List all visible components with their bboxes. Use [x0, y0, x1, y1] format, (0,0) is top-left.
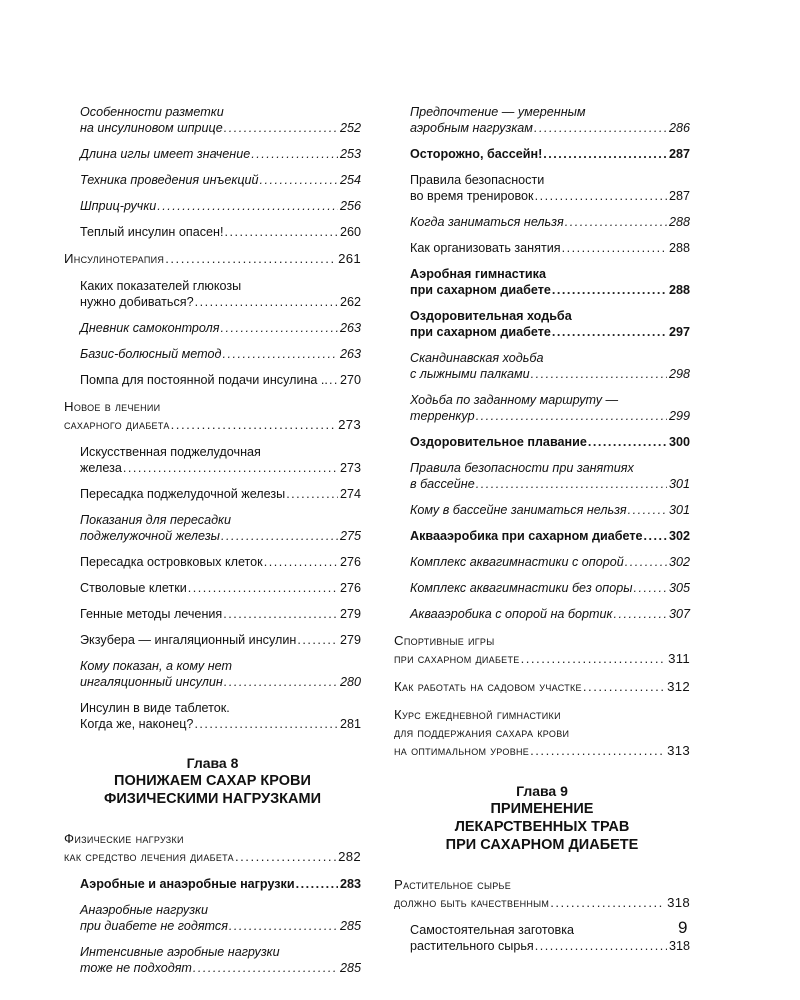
entry-line: [80, 944, 361, 960]
entry-line: [410, 350, 690, 366]
dot-leader: [260, 172, 338, 188]
entry-line: [410, 392, 690, 408]
entry-page-number: 285: [339, 919, 361, 933]
entry-page-number: 262: [339, 295, 361, 309]
entry-title: при диабете не годятся: [80, 919, 228, 933]
entry-line: [80, 700, 361, 716]
entry-last-line: [80, 224, 361, 240]
entry-page-number: 318: [668, 939, 690, 953]
toc-section: [64, 398, 361, 434]
entry-page-number: 305: [668, 581, 690, 595]
entry-title: Пересадка островковых клеток: [80, 555, 263, 569]
entry-title: на инсулиновом шприце: [80, 121, 223, 135]
dot-leader: [625, 554, 667, 570]
entry-last-line: [80, 960, 361, 976]
entry-line: [410, 104, 690, 120]
entry-page-number: 263: [339, 347, 361, 361]
entry-title: с лыжными палками: [410, 367, 530, 381]
entry-title: Анаэробные нагрузки: [80, 903, 209, 917]
entry-title: Искусственная поджелудочная: [80, 445, 261, 459]
entry-page-number: 274: [339, 487, 361, 501]
entry-line: [64, 830, 361, 848]
chapter-heading: [394, 782, 690, 854]
entry-title: Интенсивные аэробные нагрузки: [80, 945, 280, 959]
entry-last-line: [80, 486, 361, 502]
entry-title: Самостоятельная заготовка: [410, 923, 574, 937]
toc-right-column: [394, 104, 690, 964]
entry-page-number: 300: [668, 435, 690, 449]
entry-title: Пересадка поджелудочной железы: [80, 487, 286, 501]
dot-leader: [224, 224, 338, 240]
toc-entry: [394, 502, 690, 518]
dot-leader: [583, 678, 665, 696]
dot-leader: [224, 674, 338, 690]
entry-title: Кому показан, а кому нет: [80, 659, 232, 673]
entry-last-line: [410, 938, 690, 954]
toc-entry: [64, 606, 361, 622]
entry-title: Когда же, наконец?: [80, 717, 194, 731]
toc-entry: [394, 266, 690, 298]
toc-entry: [64, 902, 361, 934]
chapter-number: Глава 9: [516, 783, 568, 799]
dot-leader: [613, 606, 667, 622]
entry-title: Показания для пересадки: [80, 513, 231, 527]
toc-entry: [64, 700, 361, 732]
entry-title: для поддержания сахара крови: [394, 725, 570, 740]
toc-entry: [64, 554, 361, 570]
entry-page-number: 281: [339, 717, 361, 731]
entry-last-line: [80, 606, 361, 622]
entry-page-number: 279: [339, 633, 361, 647]
entry-title: Правила безопасности: [410, 173, 545, 187]
toc-section: [394, 876, 690, 912]
toc-entry: [394, 434, 690, 450]
toc-entry: [394, 606, 690, 622]
dot-leader: [552, 282, 667, 298]
entry-line: [410, 308, 690, 324]
toc-entry: [394, 214, 690, 230]
entry-page-number: 279: [339, 607, 361, 621]
entry-title: Дневник самоконтроля: [80, 321, 220, 335]
dot-leader: [165, 250, 336, 268]
entry-page-number: 263: [339, 321, 361, 335]
entry-last-line: [394, 650, 690, 668]
entry-line: [80, 444, 361, 460]
entry-title: Аквааэробика при сахарном диабете: [410, 529, 643, 543]
toc-entry: [64, 876, 361, 892]
entry-last-line: [64, 848, 361, 866]
toc-section: [64, 830, 361, 866]
entry-page-number: 287: [668, 147, 690, 161]
entry-page-number: 273: [338, 417, 361, 432]
dot-leader: [530, 742, 665, 760]
entry-last-line: [80, 674, 361, 690]
entry-line: [410, 922, 690, 938]
entry-last-line: [410, 606, 690, 622]
entry-title: Растительное сырье: [394, 877, 512, 892]
entry-last-line: [80, 918, 361, 934]
entry-page-number: 280: [339, 675, 361, 689]
dot-leader: [633, 580, 667, 596]
entry-line: [80, 278, 361, 294]
entry-page-number: 301: [668, 503, 690, 517]
entry-last-line: [410, 476, 690, 492]
entry-last-line: [80, 172, 361, 188]
entry-page-number: 256: [339, 199, 361, 213]
entry-title: Теплый инсулин опасен!: [80, 225, 224, 239]
entry-title: Предпочтение — умеренным: [410, 105, 586, 119]
entry-last-line: [80, 876, 361, 892]
entry-page-number: 297: [668, 325, 690, 339]
entry-last-line: [410, 434, 690, 450]
entry-title: Комплекс аквагимнастики без опоры: [410, 581, 633, 595]
entry-title: при сахарном диабете: [410, 283, 551, 297]
dot-leader: [297, 632, 338, 648]
entry-last-line: [410, 324, 690, 340]
entry-last-line: [80, 632, 361, 648]
dot-leader: [296, 876, 338, 892]
entry-title: Комплекс аквагимнастики с опорой: [410, 555, 624, 569]
toc-entry: [64, 172, 361, 188]
entry-page-number: 299: [668, 409, 690, 423]
toc-entry: [64, 372, 361, 388]
entry-title: ингаляционный инсулин: [80, 675, 223, 689]
entry-page-number: 261: [338, 251, 361, 266]
dot-leader: [550, 894, 665, 912]
entry-title: Аквааэробика с опорой на бортик: [410, 607, 613, 621]
toc-entry: [394, 172, 690, 204]
entry-title: Экзубера — ингаляционный инсулин: [80, 633, 297, 647]
chapter-title: ПРИМЕНЕНИЕ ЛЕКАРСТВЕННЫХ ТРАВ ПРИ САХАРНОМ ДИАБЕТЕ: [445, 801, 639, 853]
entry-last-line: [410, 408, 690, 424]
entry-last-line: [410, 120, 690, 136]
dot-leader: [171, 416, 336, 434]
toc-entry: [394, 104, 690, 136]
chapter-heading: [64, 754, 361, 808]
entry-page-number: 275: [339, 529, 361, 543]
dot-leader: [220, 320, 338, 336]
toc-section: [394, 632, 690, 668]
entry-last-line: [394, 894, 690, 912]
page-number: 9: [678, 918, 688, 937]
dot-leader: [194, 716, 338, 732]
entry-title: Помпа для постоянной подачи инсулина ..: [80, 373, 328, 387]
toc-entry: [64, 146, 361, 162]
entry-page-number: 253: [339, 147, 361, 161]
entry-title: Когда заниматься нельзя: [410, 215, 564, 229]
entry-last-line: [394, 678, 690, 696]
entry-last-line: [80, 372, 361, 388]
entry-page-number: 288: [668, 241, 690, 255]
dot-leader: [188, 580, 338, 596]
entry-title: тоже не подходят: [80, 961, 192, 975]
entry-title: Инсулин в виде таблеток.: [80, 701, 230, 715]
entry-page-number: 302: [668, 529, 690, 543]
entry-page-number: 254: [339, 173, 361, 187]
entry-title: во время тренировок: [410, 189, 534, 203]
dot-leader: [535, 938, 667, 954]
toc-entry: [64, 104, 361, 136]
entry-title: Каких показателей глюкозы: [80, 279, 242, 293]
entry-last-line: [80, 294, 361, 310]
dot-leader: [476, 476, 667, 492]
entry-title: Как работать на садовом участке: [394, 679, 582, 694]
entry-last-line: [64, 250, 361, 268]
chapter-number: Глава 8: [186, 755, 239, 771]
entry-title: Новое в лечении: [64, 399, 161, 414]
entry-line: [64, 398, 361, 416]
entry-title: Инсулинотерапия: [64, 251, 165, 266]
entry-line: [394, 632, 690, 650]
entry-last-line: [80, 580, 361, 596]
dot-leader: [552, 324, 667, 340]
entry-last-line: [80, 460, 361, 476]
dot-leader: [224, 120, 338, 136]
entry-line: [80, 512, 361, 528]
entry-title: Базис-болюсный метод: [80, 347, 222, 361]
toc-entry: [64, 278, 361, 310]
entry-title: Курс ежедневной гимнастики: [394, 707, 561, 722]
entry-last-line: [80, 716, 361, 732]
entry-line: [410, 266, 690, 282]
dot-leader: [588, 434, 667, 450]
dot-leader: [123, 460, 338, 476]
entry-title: Спортивные игры: [394, 633, 495, 648]
entry-page-number: 283: [339, 877, 361, 891]
entry-line: [80, 658, 361, 674]
entry-last-line: [410, 580, 690, 596]
entry-last-line: [80, 120, 361, 136]
toc-section: [64, 250, 361, 268]
toc-entry: [394, 308, 690, 340]
entry-title: Осторожно, бассейн!: [410, 147, 543, 161]
entry-title: в бассейне: [410, 477, 475, 491]
entry-title: Техника проведения инъекций: [80, 173, 259, 187]
entry-title: железа: [80, 461, 122, 475]
toc-entry: [394, 460, 690, 492]
entry-last-line: [80, 554, 361, 570]
toc-entry: [64, 486, 361, 502]
entry-page-number: 312: [667, 679, 690, 694]
entry-title: Оздоровительное плавание: [410, 435, 587, 449]
toc-entry: [64, 512, 361, 544]
dot-leader: [628, 502, 667, 518]
entry-title: аэробным нагрузкам: [410, 121, 533, 135]
toc-entry: [394, 146, 690, 162]
entry-line: [80, 902, 361, 918]
dot-leader: [534, 120, 667, 136]
entry-title: сахарного диабета: [64, 417, 170, 432]
entry-page-number: 270: [339, 373, 361, 387]
entry-page-number: 311: [668, 651, 690, 666]
toc-entry: [64, 320, 361, 336]
entry-title: Длина иглы имеет значение: [80, 147, 251, 161]
entry-title: Генные методы лечения: [80, 607, 223, 621]
entry-title: поджелужочной железы: [80, 529, 220, 543]
entry-last-line: [80, 146, 361, 162]
entry-page-number: 276: [339, 581, 361, 595]
entry-page-number: 276: [339, 555, 361, 569]
toc-section: [394, 706, 690, 760]
entry-last-line: [410, 366, 690, 382]
entry-title: должно быть качественным: [394, 895, 550, 910]
entry-page-number: 288: [668, 215, 690, 229]
entry-title: терренкур: [410, 409, 475, 423]
dot-leader: [535, 188, 667, 204]
entry-line: [410, 460, 690, 476]
entry-last-line: [80, 198, 361, 214]
entry-page-number: 313: [667, 743, 690, 758]
entry-title: Шприц-ручки: [80, 199, 157, 213]
toc-entry: [64, 198, 361, 214]
toc-left-column: [64, 104, 361, 986]
toc-entry: [64, 944, 361, 976]
dot-leader: [476, 408, 667, 424]
toc-entry: [394, 528, 690, 544]
dot-leader: [221, 528, 338, 544]
entry-page-number: 286: [668, 121, 690, 135]
entry-title: Как организовать занятия: [410, 241, 561, 255]
toc-entry: [64, 346, 361, 362]
dot-leader: [223, 606, 338, 622]
chapter-title: ПОНИЖАЕМ САХАР КРОВИ ФИЗИЧЕСКИМИ НАГРУЗКАМИ: [103, 773, 321, 807]
dot-leader: [543, 146, 667, 162]
entry-title: Стволовые клетки: [80, 581, 187, 595]
entry-last-line: [64, 416, 361, 434]
entry-line: [394, 724, 690, 742]
toc-entry: [394, 554, 690, 570]
entry-title: Кому в бассейне заниматься нельзя: [410, 503, 627, 517]
entry-page-number: 298: [668, 367, 690, 381]
entry-page-number: 273: [339, 461, 361, 475]
entry-title: растительного сырья: [410, 939, 534, 953]
entry-last-line: [80, 528, 361, 544]
entry-title: нужно добиваться?: [80, 295, 194, 309]
dot-leader: [193, 960, 338, 976]
entry-title: при сахарном диабете: [410, 325, 551, 339]
entry-line: [394, 876, 690, 894]
entry-last-line: [410, 240, 690, 256]
entry-last-line: [80, 346, 361, 362]
entry-page-number: 288: [668, 283, 690, 297]
entry-last-line: [410, 214, 690, 230]
dot-leader: [329, 372, 338, 388]
entry-page-number: 260: [339, 225, 361, 239]
entry-page-number: 302: [668, 555, 690, 569]
entry-page-number: 307: [668, 607, 690, 621]
entry-page-number: 301: [668, 477, 690, 491]
entry-last-line: [410, 528, 690, 544]
entry-title: Аэробная гимнастика: [410, 267, 546, 281]
entry-last-line: [394, 742, 690, 760]
entry-title: Ходьба по заданному маршруту —: [410, 393, 619, 407]
toc-entry: [394, 392, 690, 424]
entry-title: Физические нагрузки: [64, 831, 184, 846]
entry-title: Особенности разметки: [80, 105, 224, 119]
entry-last-line: [80, 320, 361, 336]
entry-line: [80, 104, 361, 120]
toc-entry: [64, 632, 361, 648]
toc-section: [394, 678, 690, 696]
dot-leader: [195, 294, 338, 310]
entry-page-number: 282: [338, 849, 361, 864]
toc-entry: [64, 224, 361, 240]
dot-leader: [251, 146, 338, 162]
entry-last-line: [410, 188, 690, 204]
toc-entry: [64, 444, 361, 476]
toc-entry: [394, 240, 690, 256]
entry-title: Скандинавская ходьба: [410, 351, 544, 365]
dot-leader: [264, 554, 338, 570]
dot-leader: [286, 486, 338, 502]
dot-leader: [235, 848, 336, 866]
entry-line: [394, 706, 690, 724]
entry-line: [410, 172, 690, 188]
toc-entry: [64, 580, 361, 596]
dot-leader: [229, 918, 338, 934]
dot-leader: [531, 366, 667, 382]
entry-page-number: 287: [668, 189, 690, 203]
entry-title: Аэробные и анаэробные нагрузки: [80, 877, 295, 891]
toc-entry: [394, 922, 690, 954]
dot-leader: [565, 214, 667, 230]
entry-title: Правила безопасности при занятиях: [410, 461, 634, 475]
entry-page-number: 252: [339, 121, 361, 135]
entry-last-line: [410, 502, 690, 518]
dot-leader: [222, 346, 338, 362]
dot-leader: [562, 240, 667, 256]
toc-entry: [64, 658, 361, 690]
dot-leader: [521, 650, 667, 668]
toc-entry: [394, 350, 690, 382]
entry-page-number: 285: [339, 961, 361, 975]
entry-title: как средство лечения диабета: [64, 849, 234, 864]
entry-page-number: 318: [667, 895, 690, 910]
entry-last-line: [410, 554, 690, 570]
dot-leader: [644, 528, 667, 544]
dot-leader: [157, 198, 338, 214]
toc-entry: [394, 580, 690, 596]
entry-title: на оптимальном уровне: [394, 743, 530, 758]
entry-last-line: [410, 282, 690, 298]
entry-last-line: [410, 146, 690, 162]
entry-title: Оздоровительная ходьба: [410, 309, 572, 323]
entry-title: при сахарном диабете: [394, 651, 520, 666]
